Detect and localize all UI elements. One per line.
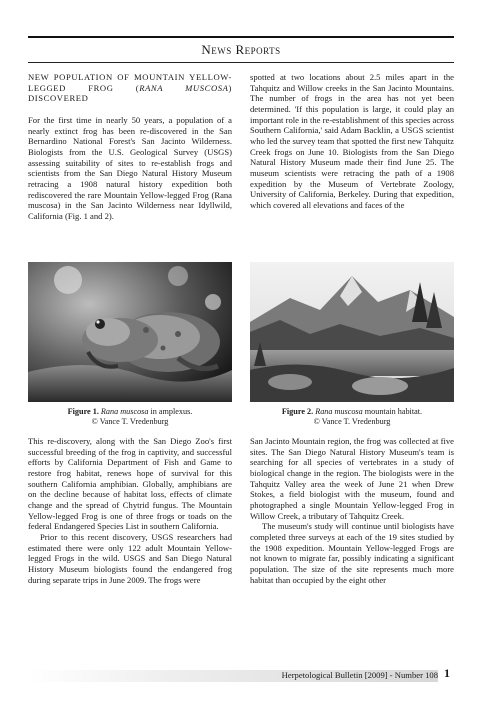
footer-journal: Herpetological Bulletin [2009] - Number 108 <box>281 670 438 680</box>
figure-2-credit: © Vance T. Vredenburg <box>313 417 391 426</box>
column-left-lower <box>28 436 232 585</box>
paragraph-study: The museum's study will continue until biologists have completed three surveys at each of the 19 sites studied by the 1908 expedition. Mountain Yellow-legged Frogs are not known to migrate far, possibly indicating a significant population. The size of the site represents much more habitat than occupied by the eight other <box>250 521 454 585</box>
figure-1-caption: Figure 1. Rana muscosa in amplexus. © Vance T. Vredenburg <box>28 407 232 427</box>
header-rule <box>28 36 454 38</box>
figure-2-caption: Figure 2. Rana muscosa mountain habitat. © Vance T. Vredenburg <box>250 407 454 427</box>
paragraph-rediscovery: This re-discovery, along with the San Diego Zoo's first successful breeding of the frog in captivity, and successful efforts by California Department of Fish and Game to restore frog habitat, renews hope of survival for this southern California amphibian. Globally, amphibians are on the decline because of habitat loss, effects of climate change and the spread of Chytrid fungus. The Mountain Yellow-legged Frog is one of three frogs or toads on the federal Endangered Species List in southern California. <box>28 436 232 532</box>
column-right-upper <box>250 72 454 211</box>
paragraph-prior: Prior to this recent discovery, USGS researchers had estimated there were only 122 adult Mountain Yellow-legged Frogs in the wild. USGS and San Diego Natural History Museum biologists found the endangered frog during separate trips in June 2009. The frogs were <box>28 531 232 585</box>
figure-1-credit: © Vance T. Vredenburg <box>91 417 169 426</box>
section-title: News Reports <box>201 42 281 57</box>
paragraph-intro: For the first time in nearly 50 years, a population of a nearly extinct frog has been re-discovered in the San Bernardino National Forest's San Jacinto Wilderness. Biologists from the U.S. Geological Survey (USGS) assessing suitability of sites to re-establish frogs and scientists from the San Diego Natural History Museum retracing a 1908 natural history expedition both rediscovered the rare Mountain Yellow-legged Frog (Rana muscosa) in the San Jacinto Wilderness near Idyllwild, California (Fig. 1 and 2). <box>28 114 232 221</box>
paragraph-region: San Jacinto Mountain region, the frog was collected at five sites. The San Diego Natural History Museum's team is searching for all species of vertebrates in a study of biological change in the region. The biologists were in the Tahquitz Valley area the week of June 21 when Drew Stokes, a field biologist with the museum, found and photographed a single Mountain Yellow-legged Frog in Willow Creek, a tributary of Tahquitz Creek. <box>250 436 454 521</box>
paragraph-locations: spotted at two locations about 2.5 miles apart in the Tahquitz and Willow creeks in the San Jacinto Mountains. The number of frogs in the area has not yet been determined. 'If this population is large, it could play an important role in the re-establishment of this species across Southern California,' said Adam Backlin, a USGS scientist who led the survey team that spotted the first new Tahquitz Creek frogs on June 10. Biologists from the San Diego Natural History Museum made their find June 25. The museum scientists were retracing the path of a 1908 expedition by the Museum of Vertebrate Zoology, University of California, Berkeley. During that expedition, which covered all elevations and faces of the <box>250 72 454 210</box>
figure-2-photo <box>250 262 454 402</box>
column-left-upper <box>28 72 232 222</box>
header-subrule <box>28 62 454 63</box>
figure-1-photo <box>28 262 232 402</box>
page-number: 1 <box>444 666 450 680</box>
article-headline: NEW POPULATION OF MOUNTAIN YELLOW-LEGGED FROG (RANA MUSCOSA) DISCOVERED <box>28 72 232 104</box>
column-right-lower <box>250 436 454 585</box>
